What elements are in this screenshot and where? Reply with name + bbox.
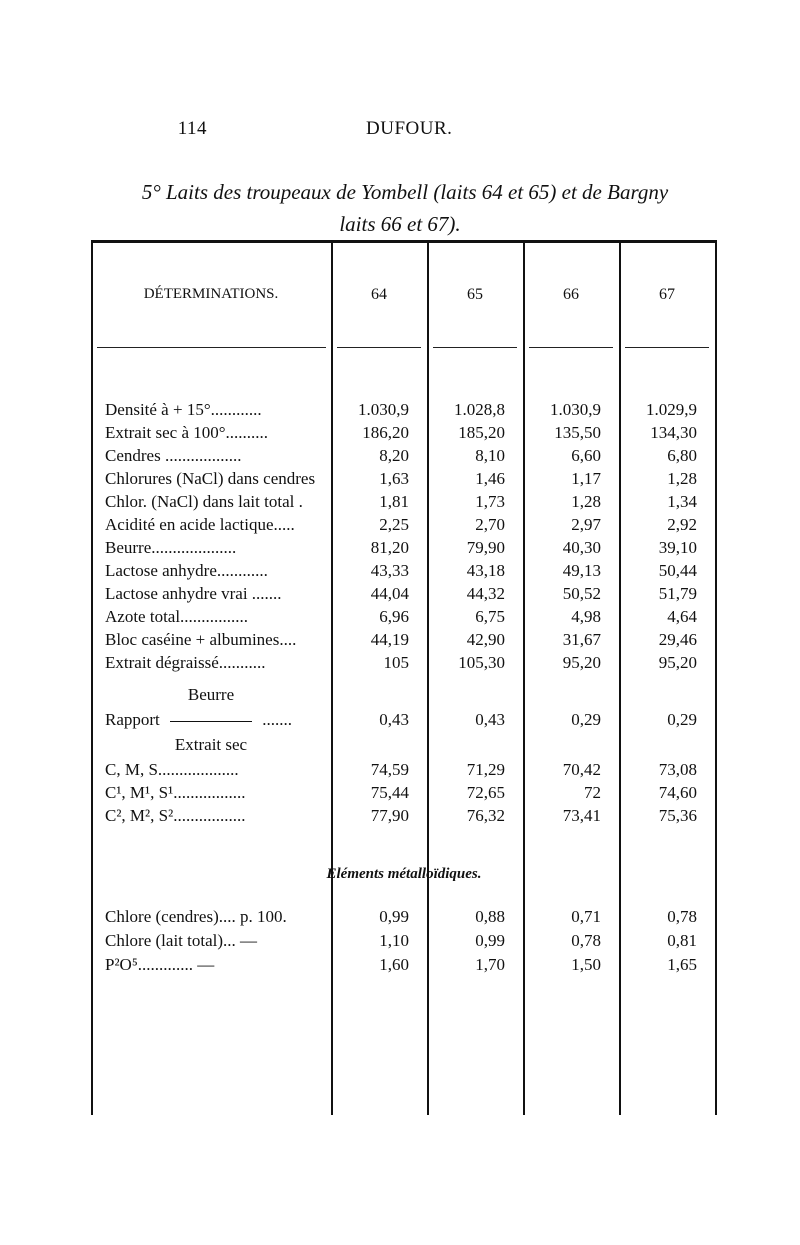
- row-label: C², M², S².................: [105, 806, 246, 825]
- row-label: C, M, S...................: [105, 760, 239, 779]
- cell-value: 1,70: [475, 955, 505, 974]
- page-number: 114: [177, 118, 207, 139]
- cell-value: 8,10: [475, 446, 505, 465]
- section-title: Eléments métalloïdiques.: [326, 866, 482, 882]
- cell-value: 74,60: [658, 783, 697, 802]
- row-label: Chlore (lait total)... —: [105, 931, 258, 950]
- cell-value: 0,81: [667, 931, 697, 950]
- cell-value: 74,59: [370, 760, 409, 779]
- cell-value: 1,73: [475, 492, 505, 511]
- row-label: Extrait dégraissé...........: [105, 653, 266, 672]
- row-label: Beurre....................: [105, 538, 237, 557]
- cell-value: 0,78: [667, 907, 697, 926]
- cell-value: 105,30: [458, 653, 505, 672]
- row-label: Chlor. (NaCl) dans lait total .: [105, 492, 303, 511]
- cell-value: 49,13: [562, 561, 601, 580]
- table-right-border: [715, 240, 717, 1115]
- cell-value: 1.029,9: [646, 400, 697, 419]
- cell-value: 75,36: [658, 806, 697, 825]
- title-line-1: 5° Laits des troupeaux de Yombell (laits 64 et 65) et de Bargny: [141, 180, 669, 204]
- data-table: [91, 240, 717, 1115]
- cell-value: 0,88: [475, 907, 505, 926]
- cell-value: 39,10: [658, 538, 697, 557]
- cell-value: 73,41: [562, 806, 601, 825]
- cell-value: 0,99: [379, 907, 409, 926]
- cell-value: 1,28: [571, 492, 601, 511]
- cell-value: 70,42: [562, 760, 601, 779]
- cell-value: 44,19: [370, 630, 409, 649]
- cell-value: 1.030,9: [358, 400, 409, 419]
- cell-value: 0,71: [571, 907, 601, 926]
- row-label: Lactose anhydre vrai .......: [105, 584, 282, 603]
- cell-value: 4,98: [571, 607, 601, 626]
- fraction-bar: [170, 721, 252, 722]
- cell-value: 1,10: [379, 931, 409, 950]
- cell-value: 1,34: [667, 492, 697, 511]
- row-label: Extrait sec à 100°..........: [105, 423, 269, 442]
- column-divider: [427, 240, 429, 1115]
- cell-value: 40,30: [562, 538, 601, 557]
- row-label: Bloc caséine + albumines....: [105, 630, 297, 649]
- ratio-denominator: Extrait sec: [174, 735, 248, 754]
- cell-value: 75,44: [370, 783, 409, 802]
- cell-value: 6,75: [475, 607, 505, 626]
- cell-value: 1,63: [379, 469, 409, 488]
- column-divider: [619, 240, 621, 1115]
- cell-value: 1,81: [379, 492, 409, 511]
- cell-value: 6,96: [379, 607, 409, 626]
- table-left-border: [91, 240, 93, 1115]
- row-label: Lactose anhydre............: [105, 561, 268, 580]
- cell-value: 8,20: [379, 446, 409, 465]
- header-rule: [433, 347, 517, 348]
- column-header-64: 64: [371, 286, 387, 303]
- header-rule: [337, 347, 421, 348]
- cell-value: 50,52: [562, 584, 601, 603]
- cell-value: 1.028,8: [454, 400, 505, 419]
- row-label: Cendres ..................: [105, 446, 242, 465]
- table-title: [0, 176, 800, 240]
- cell-value: 0,29: [571, 710, 601, 729]
- row-label: Chlore (cendres).... p. 100.: [105, 907, 287, 926]
- cell-value: 77,90: [370, 806, 409, 825]
- column-header-determinations: DÉTERMINATIONS.: [143, 286, 279, 302]
- cell-value: 2,25: [379, 515, 409, 534]
- cell-value: 2,70: [475, 515, 505, 534]
- cell-value: 73,08: [658, 760, 697, 779]
- running-header-author: DUFOUR.: [366, 118, 453, 139]
- cell-value: 81,20: [370, 538, 409, 557]
- cell-value: 0,29: [667, 710, 697, 729]
- cell-value: 0,99: [475, 931, 505, 950]
- cell-value: 72: [584, 783, 601, 802]
- row-label: Azote total................: [105, 607, 249, 626]
- cell-value: 43,18: [466, 561, 505, 580]
- cell-value: 4,64: [667, 607, 697, 626]
- cell-value: 76,32: [466, 806, 505, 825]
- cell-value: 29,46: [658, 630, 697, 649]
- column-header-67: 67: [659, 286, 675, 303]
- row-label: Densité à + 15°............: [105, 400, 262, 419]
- row-label: Chlorures (NaCl) dans cendres: [105, 469, 316, 488]
- cell-value: 185,20: [458, 423, 505, 442]
- cell-value: 1,65: [667, 955, 697, 974]
- cell-value: 0,43: [379, 710, 409, 729]
- cell-value: 186,20: [362, 423, 409, 442]
- ratio-numerator: Beurre: [187, 685, 235, 704]
- cell-value: 0,78: [571, 931, 601, 950]
- header-rule: [529, 347, 613, 348]
- ratio-label: [105, 710, 292, 730]
- cell-value: 1,46: [475, 469, 505, 488]
- cell-value: 0,43: [475, 710, 505, 729]
- cell-value: 42,90: [466, 630, 505, 649]
- cell-value: 79,90: [466, 538, 505, 557]
- cell-value: 1,50: [571, 955, 601, 974]
- header-rule: [97, 347, 326, 348]
- column-divider: [523, 240, 525, 1115]
- cell-value: 135,50: [554, 423, 601, 442]
- header-rule: [625, 347, 709, 348]
- cell-value: 2,92: [667, 515, 697, 534]
- ratio-dots: .......: [262, 710, 293, 729]
- table-top-rule: [91, 240, 717, 243]
- title-line-2: laits 66 et 67).: [339, 212, 461, 236]
- cell-value: 95,20: [658, 653, 697, 672]
- cell-value: 71,29: [466, 760, 505, 779]
- column-divider: [331, 240, 333, 1115]
- cell-value: 43,33: [370, 561, 409, 580]
- cell-value: 1,17: [571, 469, 601, 488]
- cell-value: 1,60: [379, 955, 409, 974]
- cell-value: 44,32: [466, 584, 505, 603]
- column-header-66: 66: [563, 286, 579, 303]
- cell-value: 95,20: [562, 653, 601, 672]
- cell-value: 6,80: [667, 446, 697, 465]
- cell-value: 1.030,9: [550, 400, 601, 419]
- row-label: P²O⁵............. —: [105, 955, 215, 974]
- ratio-label-text: Rapport: [105, 710, 160, 729]
- cell-value: 134,30: [650, 423, 697, 442]
- cell-value: 6,60: [571, 446, 601, 465]
- cell-value: 105: [383, 653, 409, 672]
- cell-value: 44,04: [370, 584, 409, 603]
- cell-value: 1,28: [667, 469, 697, 488]
- cell-value: 31,67: [562, 630, 601, 649]
- row-label: Acidité en acide lactique.....: [105, 515, 295, 534]
- cell-value: 50,44: [658, 561, 697, 580]
- row-label: C¹, M¹, S¹.................: [105, 783, 246, 802]
- column-header-65: 65: [467, 286, 483, 303]
- cell-value: 51,79: [658, 584, 697, 603]
- cell-value: 72,65: [466, 783, 505, 802]
- cell-value: 2,97: [571, 515, 601, 534]
